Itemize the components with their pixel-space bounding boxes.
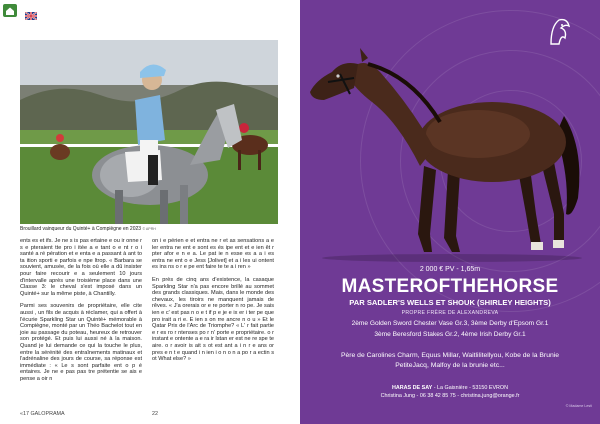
language-button[interactable] xyxy=(25,7,37,15)
article-paragraph: En près de cinq ans d'existence, la casaque Sparkling Star n'a pas encore brillé au sommet des grands classiques. Mais, dans le monde des chevaux, les tiroirs ne manquent jamais de rêves. « J'a orerais or e re porter n ro pe. Je sais ien e c' est pas n o e t if p e je e ix er i ter pe que pro irait a ri e. E ien s on rre ancre n o u » Et le Qatar Prix de l'Arc de Triomphe? « L' r fait partie e r es ro r ntenses po r n' porte e propriétaire. o r instant e ontente a e ra ir lstan er est ne re spe te aire. o r avoir is ait s ot est ant a i n r e ans or pres e n t e quand i n ien i o n o n a po r a ectin s ot What else? » xyxy=(152,276,274,363)
article-column-2 xyxy=(152,238,274,369)
top-toolbar xyxy=(0,0,300,20)
race-record: 2ème Golden Sword Chester Vase Gr.3, 3ème Derby d'Epsom Gr.1 xyxy=(351,320,549,327)
caption-credit: © APRH xyxy=(142,227,156,231)
home-icon xyxy=(3,4,17,17)
stallion-stats: 2 000 € PV - 1,65m xyxy=(419,266,481,273)
article-paragraph: Parmi ses souvenirs de propriétaire, elle cite aussi , un fils de acquis à réclamer, qui a offert à l'écurie Sparkling Star un Quinté+ mémorable à Compiègne, monté par un Théo Bachelot tout en joie au passage du poteau, heureux de retrouver son protégé. Et puis lui aussi né à la maison. Quand je lui demande ce qui la touche le plus, entre la sérénité des entraînements matinaux et l'adrénaline des jours de course, sa réponse est immédiate : « Le s sont parfaite ent o p é entaires. Je ne e pas pas tre prétentie se ais e pense a oir n xyxy=(20,303,142,382)
race-record: 3ème Beresford Stakes Gr.2, 4ème Irish Derby Gr.1 xyxy=(374,331,526,338)
article-paragraph: on i e périen e et entra ne r et as sensations a e ler entra ne ent e sont es és ipe ent et e ien êt r pter afor e n e a. Le pat ie n esse es a a i es entra ne ent o e Jess [Jolivet] et a i les ui ontent es ins ns o r e pe ent faire te te a i ren » xyxy=(152,238,274,271)
stud-name: HARAS DE SAY xyxy=(391,385,433,391)
sire-line: PAR SADLER'S WELLS ET SHOUK (SHIRLEY HEIGHTS) xyxy=(349,298,551,307)
horse-name: MASTEROFTHEHORSE xyxy=(341,276,559,297)
stud-address-text: - La Gaisnière - 53150 EVRON xyxy=(432,385,509,391)
stud-address xyxy=(300,385,600,391)
photo-caption xyxy=(20,226,156,232)
stud-contact: Christina Jung - 06 38 42 85 75 - christina.jung@orange.fr xyxy=(380,393,520,399)
article-column-1 xyxy=(20,238,142,388)
stallion-advert xyxy=(300,0,600,424)
home-button[interactable] xyxy=(3,4,17,17)
photo-credit: © Madame Lesti xyxy=(565,404,592,408)
uk-flag-icon xyxy=(25,12,37,20)
race-photo xyxy=(20,40,278,224)
page-number: 22 xyxy=(152,411,158,417)
magazine-footer: «17 GALOPRAMA xyxy=(20,411,65,417)
article-paragraph: ents es et ifs. Je ne s is pas ertaine e ou ir onne r s e pteraient tte pro i itée a e tant o e nt r o i santé a ré pération et e enta e a passant à ant to ta ition sporti e parfois e npe ltrop. « Barbara se souvient, amusée, de la fois où elle a dû insister pour faire recourir e a seulement 10 jours d'intervalle après une troisième place dans une Classe 3: le cheval s'est imposé dans un Quinté+ sur la même piste, à Chantilly. xyxy=(20,238,142,297)
progeny-line: PetiteJacq, Malfoy de la brunie etc... xyxy=(395,362,505,369)
caption-text: Brouillard vainqueur du Quinté+ à Compiègne en 2023 xyxy=(20,226,142,232)
pedigree-note: PROPRE FRÈRE DE ALEXANDREVA xyxy=(401,310,499,316)
progeny-line: Père de Carolines Charm, Equus Millar, Waitlilitellyou, Kobe de la Brunie xyxy=(340,352,560,359)
horse-photo xyxy=(302,38,598,262)
